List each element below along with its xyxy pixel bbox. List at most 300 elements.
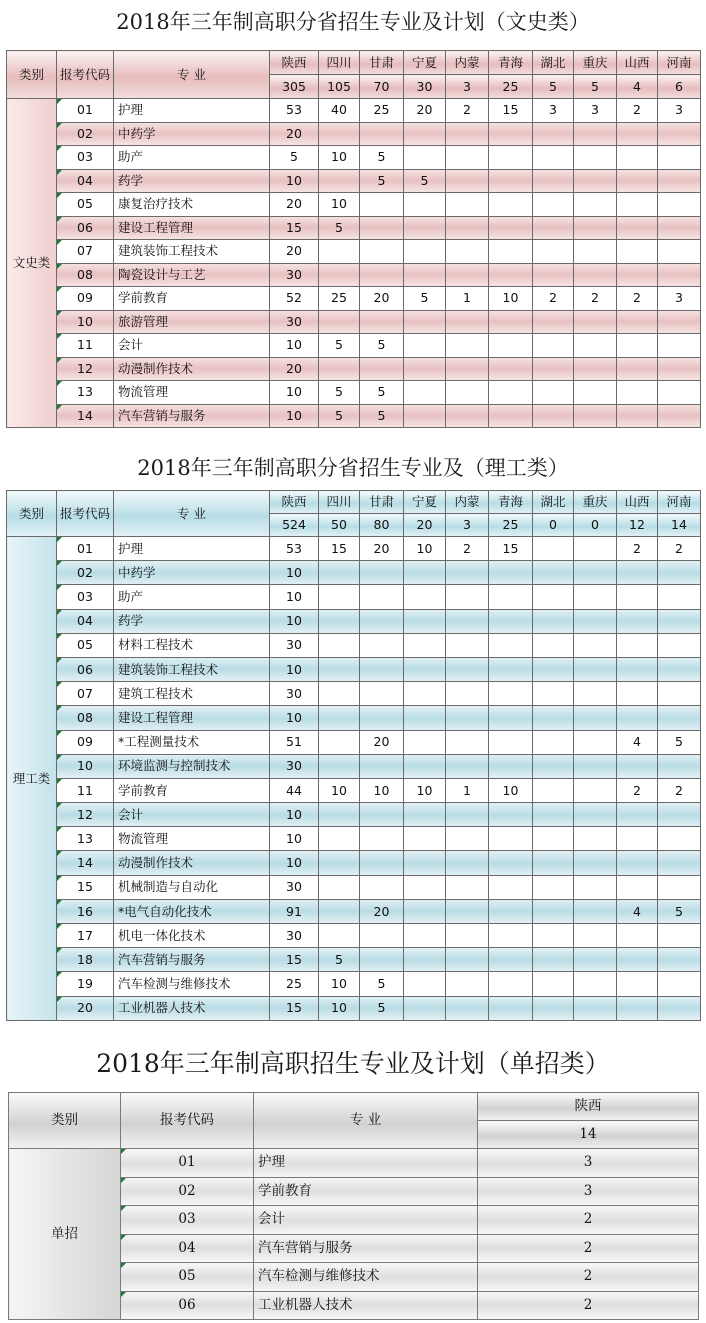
- category-label: 单招: [9, 1149, 121, 1320]
- quota-cell: 3: [658, 99, 701, 123]
- major-name: 康复治疗技术: [114, 193, 270, 217]
- quota-cell: [360, 585, 404, 609]
- header-major: 专 业: [114, 491, 270, 537]
- quota-cell: [319, 122, 360, 146]
- header-province: 四川: [319, 491, 360, 514]
- quota-cell: 53: [270, 99, 319, 123]
- major-code: 07: [57, 682, 114, 706]
- quota-cell: [489, 972, 533, 996]
- quota-cell: [658, 216, 701, 240]
- major-name: 药学: [114, 609, 270, 633]
- quota-cell: 20: [404, 99, 446, 123]
- quota-cell: [319, 657, 360, 681]
- quota-cell: [617, 609, 658, 633]
- major-code: 02: [57, 122, 114, 146]
- quota-cell: [574, 730, 617, 754]
- major-code: 19: [57, 972, 114, 996]
- quota-cell: [617, 334, 658, 358]
- quota-cell: 4: [617, 899, 658, 923]
- quota-cell: [658, 996, 701, 1020]
- quota-cell: 30: [270, 633, 319, 657]
- quota-cell: [446, 657, 489, 681]
- major-code: 11: [57, 778, 114, 802]
- quota-cell: [658, 169, 701, 193]
- quota-cell: [446, 357, 489, 381]
- major-name: 建筑装饰工程技术: [114, 240, 270, 264]
- quota-cell: [574, 778, 617, 802]
- quota-cell: [617, 851, 658, 875]
- quota-cell: [446, 682, 489, 706]
- quota-cell: [404, 682, 446, 706]
- major-code: 09: [57, 287, 114, 311]
- header-code: 报考代码: [57, 491, 114, 537]
- quota-cell: [489, 657, 533, 681]
- quota-cell: [404, 730, 446, 754]
- quota-cell: 10: [270, 803, 319, 827]
- quota-cell: [489, 827, 533, 851]
- quota-cell: [360, 561, 404, 585]
- quota-cell: [360, 657, 404, 681]
- quota-cell: 20: [270, 122, 319, 146]
- quota-cell: [360, 609, 404, 633]
- quota-cell: [574, 609, 617, 633]
- major-code: 01: [121, 1149, 254, 1178]
- quota-cell: 2: [446, 99, 489, 123]
- quota-cell: [489, 948, 533, 972]
- table-row: [9, 1149, 699, 1178]
- quota-cell: [319, 240, 360, 264]
- quota-cell: [489, 334, 533, 358]
- quota-cell: 10: [319, 972, 360, 996]
- quota-cell: [319, 263, 360, 287]
- quota-cell: 10: [270, 609, 319, 633]
- quota-cell: [658, 972, 701, 996]
- quota-cell: [533, 633, 574, 657]
- quota-cell: [360, 803, 404, 827]
- quota-cell: [533, 381, 574, 405]
- table-row: [7, 657, 701, 681]
- quota-cell: [617, 657, 658, 681]
- quota-cell: 3: [478, 1177, 699, 1206]
- quota-cell: [617, 122, 658, 146]
- major-code: 06: [57, 657, 114, 681]
- quota-cell: [617, 146, 658, 170]
- major-code: 04: [121, 1234, 254, 1263]
- quota-cell: [617, 357, 658, 381]
- quota-cell: 20: [270, 357, 319, 381]
- major-name: 建筑装饰工程技术: [114, 657, 270, 681]
- quota-cell: 15: [270, 216, 319, 240]
- quota-cell: [574, 381, 617, 405]
- major-code: 02: [57, 561, 114, 585]
- major-code: 04: [57, 609, 114, 633]
- enrollment-table: [6, 490, 701, 1021]
- quota-cell: [446, 996, 489, 1020]
- header-row: [9, 1093, 699, 1121]
- quota-cell: [319, 357, 360, 381]
- quota-cell: [446, 146, 489, 170]
- quota-cell: 5: [658, 899, 701, 923]
- quota-cell: 5: [360, 146, 404, 170]
- quota-cell: [446, 948, 489, 972]
- quota-cell: 2: [658, 778, 701, 802]
- major-name: 物流管理: [114, 827, 270, 851]
- quota-cell: [617, 924, 658, 948]
- quota-cell: [319, 803, 360, 827]
- quota-cell: [617, 803, 658, 827]
- major-code: 10: [57, 310, 114, 334]
- quota-cell: [617, 381, 658, 405]
- quota-cell: [446, 169, 489, 193]
- quota-cell: [489, 706, 533, 730]
- header-category: 类别: [7, 51, 57, 99]
- major-name: 机电一体化技术: [114, 924, 270, 948]
- quota-cell: [574, 851, 617, 875]
- quota-cell: 3: [533, 99, 574, 123]
- quota-cell: [319, 851, 360, 875]
- quota-cell: [319, 169, 360, 193]
- table-row: [7, 706, 701, 730]
- quota-cell: 3: [574, 99, 617, 123]
- quota-cell: [533, 827, 574, 851]
- quota-cell: [489, 803, 533, 827]
- quota-cell: [404, 334, 446, 358]
- major-name: 动漫制作技术: [114, 851, 270, 875]
- quota-cell: [404, 875, 446, 899]
- major-code: 13: [57, 381, 114, 405]
- quota-cell: [658, 948, 701, 972]
- quota-cell: [360, 924, 404, 948]
- major-name: 中药学: [114, 122, 270, 146]
- major-name: 会计: [114, 803, 270, 827]
- quota-cell: 5: [360, 404, 404, 428]
- quota-cell: [574, 754, 617, 778]
- table-row: [7, 851, 701, 875]
- province-total: 4: [617, 75, 658, 99]
- quota-cell: 10: [270, 585, 319, 609]
- quota-cell: [489, 996, 533, 1020]
- major-name: 物流管理: [114, 381, 270, 405]
- quota-cell: [574, 357, 617, 381]
- quota-cell: 2: [617, 537, 658, 561]
- province-total: 305: [270, 75, 319, 99]
- major-name: 学前教育: [114, 778, 270, 802]
- quota-cell: 5: [404, 169, 446, 193]
- quota-cell: [617, 310, 658, 334]
- section-title: 2018年三年制高职分省招生专业及（理工类）: [137, 456, 569, 480]
- quota-cell: 20: [360, 537, 404, 561]
- quota-cell: [574, 924, 617, 948]
- quota-cell: [446, 972, 489, 996]
- quota-cell: [489, 169, 533, 193]
- quota-cell: [658, 633, 701, 657]
- quota-cell: 10: [270, 561, 319, 585]
- header-code: 报考代码: [57, 51, 114, 99]
- major-code: 17: [57, 924, 114, 948]
- table-row: [7, 334, 701, 358]
- quota-cell: [533, 193, 574, 217]
- quota-cell: [404, 924, 446, 948]
- quota-cell: [574, 240, 617, 264]
- header-province: 山西: [617, 51, 658, 75]
- quota-cell: [533, 334, 574, 358]
- quota-cell: 10: [489, 287, 533, 311]
- quota-cell: [617, 706, 658, 730]
- quota-cell: [533, 216, 574, 240]
- major-name: 材料工程技术: [114, 633, 270, 657]
- major-code: 03: [57, 146, 114, 170]
- quota-cell: [446, 240, 489, 264]
- table-row: [7, 216, 701, 240]
- major-code: 01: [57, 99, 114, 123]
- major-code: 06: [121, 1291, 254, 1320]
- quota-cell: [574, 122, 617, 146]
- quota-cell: 30: [270, 682, 319, 706]
- quota-cell: 10: [270, 657, 319, 681]
- quota-cell: [489, 754, 533, 778]
- enrollment-table: [6, 50, 701, 428]
- quota-cell: [404, 263, 446, 287]
- major-name: 药学: [114, 169, 270, 193]
- quota-cell: [489, 216, 533, 240]
- table-row: [7, 778, 701, 802]
- major-name: 学前教育: [114, 287, 270, 311]
- table-row: [7, 633, 701, 657]
- quota-cell: [404, 216, 446, 240]
- quota-cell: [533, 609, 574, 633]
- quota-cell: [319, 924, 360, 948]
- quota-cell: [319, 754, 360, 778]
- quota-cell: 5: [319, 404, 360, 428]
- quota-cell: 10: [319, 996, 360, 1020]
- quota-cell: [574, 827, 617, 851]
- quota-cell: [617, 240, 658, 264]
- major-code: 03: [57, 585, 114, 609]
- quota-cell: [360, 122, 404, 146]
- header-province: 甘肃: [360, 51, 404, 75]
- quota-cell: [617, 972, 658, 996]
- header-province: 山西: [617, 491, 658, 514]
- quota-cell: [574, 537, 617, 561]
- province-total: 0: [574, 514, 617, 537]
- major-name: 建筑工程技术: [114, 682, 270, 706]
- quota-cell: 10: [270, 404, 319, 428]
- province-total: 524: [270, 514, 319, 537]
- major-code: 06: [57, 216, 114, 240]
- quota-cell: [574, 561, 617, 585]
- quota-cell: [319, 899, 360, 923]
- major-name: 工业机器人技术: [114, 996, 270, 1020]
- quota-cell: 52: [270, 287, 319, 311]
- quota-cell: [658, 381, 701, 405]
- quota-cell: [489, 357, 533, 381]
- major-code: 05: [57, 633, 114, 657]
- header-code: 报考代码: [121, 1093, 254, 1149]
- major-name: 汽车检测与维修技术: [254, 1263, 478, 1292]
- header-province: 宁夏: [404, 51, 446, 75]
- quota-cell: 10: [360, 778, 404, 802]
- quota-cell: [404, 381, 446, 405]
- table-row: [7, 972, 701, 996]
- major-name: 汽车营销与服务: [254, 1234, 478, 1263]
- quota-cell: 10: [319, 778, 360, 802]
- quota-cell: [446, 609, 489, 633]
- quota-cell: [658, 924, 701, 948]
- quota-cell: 5: [319, 216, 360, 240]
- header-province: 湖北: [533, 51, 574, 75]
- major-name: 助产: [114, 146, 270, 170]
- quota-cell: [446, 216, 489, 240]
- table-row: [7, 263, 701, 287]
- quota-cell: 2: [617, 778, 658, 802]
- major-code: 15: [57, 875, 114, 899]
- quota-cell: [533, 706, 574, 730]
- quota-cell: 2: [658, 537, 701, 561]
- quota-cell: [658, 404, 701, 428]
- quota-cell: 5: [319, 948, 360, 972]
- major-code: 12: [57, 357, 114, 381]
- quota-cell: 15: [270, 948, 319, 972]
- quota-cell: [574, 706, 617, 730]
- quota-cell: [360, 948, 404, 972]
- quota-cell: [574, 899, 617, 923]
- quota-cell: [360, 357, 404, 381]
- quota-cell: [658, 657, 701, 681]
- quota-cell: [617, 216, 658, 240]
- header-province: 陕西: [270, 51, 319, 75]
- quota-cell: 15: [319, 537, 360, 561]
- table-row: [7, 996, 701, 1020]
- quota-cell: 20: [270, 240, 319, 264]
- quota-cell: [446, 334, 489, 358]
- quota-cell: [658, 122, 701, 146]
- quota-cell: [319, 730, 360, 754]
- section-science-engineering: [0, 440, 706, 1030]
- quota-cell: [360, 310, 404, 334]
- quota-cell: 2: [478, 1206, 699, 1235]
- quota-cell: [533, 754, 574, 778]
- table-row: [7, 875, 701, 899]
- quota-cell: 5: [360, 972, 404, 996]
- quota-cell: [360, 754, 404, 778]
- quota-cell: [617, 169, 658, 193]
- quota-cell: [446, 381, 489, 405]
- header-province: 河南: [658, 51, 701, 75]
- quota-cell: [446, 754, 489, 778]
- quota-cell: 3: [658, 287, 701, 311]
- quota-cell: [533, 585, 574, 609]
- quota-cell: [446, 404, 489, 428]
- quota-cell: 15: [270, 996, 319, 1020]
- major-name: 中药学: [114, 561, 270, 585]
- quota-cell: 40: [319, 99, 360, 123]
- quota-cell: [658, 263, 701, 287]
- section-title: 2018年三年制高职招生专业及计划（单招类）: [96, 1049, 610, 1078]
- header-major: 专 业: [254, 1093, 478, 1149]
- major-code: 05: [121, 1263, 254, 1292]
- province-total: 5: [574, 75, 617, 99]
- quota-cell: 10: [270, 381, 319, 405]
- header-category: 类别: [7, 491, 57, 537]
- table-row: [7, 537, 701, 561]
- quota-cell: [617, 404, 658, 428]
- quota-cell: [404, 561, 446, 585]
- category-label: 理工类: [7, 537, 57, 1021]
- quota-cell: [533, 657, 574, 681]
- quota-cell: [319, 561, 360, 585]
- major-code: 18: [57, 948, 114, 972]
- quota-cell: [489, 263, 533, 287]
- major-code: 20: [57, 996, 114, 1020]
- quota-cell: [658, 146, 701, 170]
- quota-cell: [658, 754, 701, 778]
- quota-cell: 5: [360, 169, 404, 193]
- quota-cell: [360, 706, 404, 730]
- major-name: 护理: [114, 537, 270, 561]
- quota-cell: [319, 706, 360, 730]
- table-row: [7, 381, 701, 405]
- major-code: 12: [57, 803, 114, 827]
- table-row: [7, 287, 701, 311]
- quota-cell: [489, 851, 533, 875]
- quota-cell: [617, 996, 658, 1020]
- major-name: 会计: [254, 1206, 478, 1235]
- quota-cell: [404, 972, 446, 996]
- table-row: [7, 193, 701, 217]
- quota-cell: [360, 633, 404, 657]
- quota-cell: [533, 899, 574, 923]
- quota-cell: [360, 682, 404, 706]
- quota-cell: [658, 875, 701, 899]
- major-name: 汽车营销与服务: [114, 404, 270, 428]
- quota-cell: [533, 537, 574, 561]
- province-total: 105: [319, 75, 360, 99]
- quota-cell: [360, 263, 404, 287]
- major-name: 环境监测与控制技术: [114, 754, 270, 778]
- quota-cell: [404, 240, 446, 264]
- table-row: [7, 585, 701, 609]
- table-row: [7, 682, 701, 706]
- quota-cell: [489, 633, 533, 657]
- quota-cell: [617, 193, 658, 217]
- quota-cell: 10: [270, 334, 319, 358]
- province-total: 12: [617, 514, 658, 537]
- quota-cell: [533, 122, 574, 146]
- quota-cell: [617, 633, 658, 657]
- quota-cell: [360, 193, 404, 217]
- quota-cell: [658, 585, 701, 609]
- quota-cell: [617, 263, 658, 287]
- quota-cell: [574, 334, 617, 358]
- major-name: 助产: [114, 585, 270, 609]
- quota-cell: [533, 404, 574, 428]
- quota-cell: [446, 899, 489, 923]
- quota-cell: 10: [270, 169, 319, 193]
- quota-cell: 25: [319, 287, 360, 311]
- quota-cell: [319, 310, 360, 334]
- quota-cell: [446, 924, 489, 948]
- major-name: 旅游管理: [114, 310, 270, 334]
- category-label: 文史类: [7, 99, 57, 428]
- quota-cell: 5: [319, 334, 360, 358]
- quota-cell: [574, 146, 617, 170]
- major-name: 建设工程管理: [114, 216, 270, 240]
- table-row: [7, 754, 701, 778]
- quota-cell: [489, 193, 533, 217]
- quota-cell: [489, 561, 533, 585]
- major-name: 护理: [114, 99, 270, 123]
- quota-cell: [446, 122, 489, 146]
